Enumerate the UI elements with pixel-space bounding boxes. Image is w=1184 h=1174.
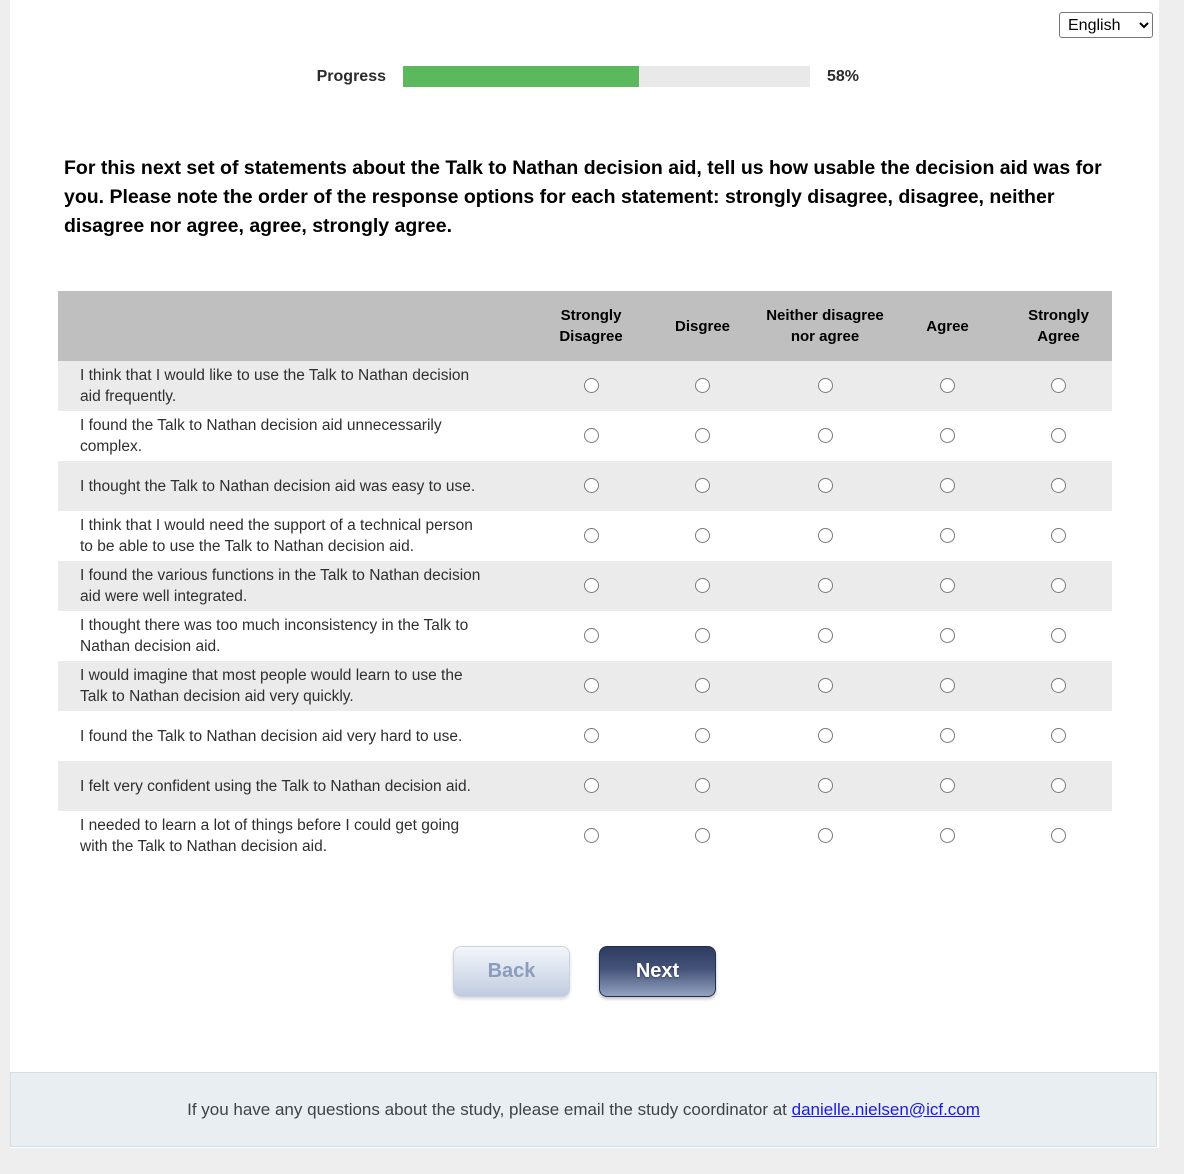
- option-cell-strongly-agree: [1005, 611, 1112, 661]
- option-cell-strongly-agree: [1005, 711, 1112, 761]
- option-cell-neither: [760, 711, 890, 761]
- statement-text: I found the Talk to Nathan decision aid very hard to use.: [80, 727, 463, 745]
- radio-agree[interactable]: [940, 778, 955, 793]
- radio-neither-disagree-nor-agree[interactable]: [818, 728, 833, 743]
- radio-agree[interactable]: [940, 528, 955, 543]
- option-cell-agree: [890, 411, 1005, 461]
- statement-text: I would imagine that most people would learn to use the Talk to Nathan decision aid very quickly.: [80, 667, 463, 705]
- back-button[interactable]: Back: [453, 946, 570, 997]
- option-cell-strongly-disagree: [537, 511, 645, 561]
- option-cell-disgree: [645, 461, 760, 511]
- radio-neither-disagree-nor-agree[interactable]: [818, 528, 833, 543]
- option-cell-agree: [890, 711, 1005, 761]
- progress-bar-row: [10, 66, 1159, 88]
- option-cell-disgree: [645, 761, 760, 811]
- radio-neither-disagree-nor-agree[interactable]: [818, 478, 833, 493]
- radio-disgree[interactable]: [695, 678, 710, 693]
- option-cell-neither: [760, 411, 890, 461]
- option-header-agree: Agree: [890, 291, 1005, 361]
- radio-agree[interactable]: [940, 378, 955, 393]
- radio-strongly-disagree[interactable]: [584, 828, 599, 843]
- radio-agree[interactable]: [940, 678, 955, 693]
- option-cell-strongly-disagree: [537, 761, 645, 811]
- option-cell-strongly-disagree: [537, 711, 645, 761]
- option-header-neither: Neither disagree nor agree: [760, 291, 890, 361]
- statement-cell: [58, 361, 537, 411]
- radio-neither-disagree-nor-agree[interactable]: [818, 378, 833, 393]
- option-cell-strongly-disagree: [537, 661, 645, 711]
- radio-agree[interactable]: [940, 428, 955, 443]
- statement-text: I think that I would need the support of a technical person to be able to use the Talk to Nathan decision aid.: [80, 517, 473, 555]
- option-cell-strongly-agree: [1005, 411, 1112, 461]
- radio-disgree[interactable]: [695, 728, 710, 743]
- radio-neither-disagree-nor-agree[interactable]: [818, 828, 833, 843]
- radio-agree[interactable]: [940, 728, 955, 743]
- email-link[interactable]: danielle.nielsen@icf.com: [791, 1099, 980, 1119]
- progress-fill: [403, 66, 639, 87]
- survey-page: [10, 0, 1159, 1148]
- statement-text: I felt very confident using the Talk to Nathan decision aid.: [80, 777, 471, 795]
- radio-strongly-agree[interactable]: [1051, 478, 1066, 493]
- option-cell-strongly-disagree: [537, 361, 645, 411]
- radio-strongly-agree[interactable]: [1051, 528, 1066, 543]
- statement-cell: [58, 461, 537, 511]
- radio-strongly-agree[interactable]: [1051, 428, 1066, 443]
- radio-strongly-disagree[interactable]: [584, 528, 599, 543]
- option-cell-agree: [890, 611, 1005, 661]
- table-row: [58, 761, 1112, 811]
- statement-cell: [58, 661, 537, 711]
- next-button[interactable]: Next: [599, 946, 716, 997]
- statement-cell: [58, 561, 537, 611]
- statement-cell: [58, 511, 537, 561]
- radio-neither-disagree-nor-agree[interactable]: [818, 678, 833, 693]
- radio-strongly-agree[interactable]: [1051, 728, 1066, 743]
- option-cell-strongly-agree: [1005, 811, 1112, 861]
- radio-disgree[interactable]: [695, 778, 710, 793]
- option-cell-agree: [890, 761, 1005, 811]
- option-cell-neither: [760, 661, 890, 711]
- option-cell-strongly-agree: [1005, 761, 1112, 811]
- option-cell-agree: [890, 811, 1005, 861]
- option-cell-strongly-agree: [1005, 561, 1112, 611]
- radio-strongly-disagree[interactable]: [584, 378, 599, 393]
- option-cell-neither: [760, 611, 890, 661]
- option-header-strongly-agree: Strongly Agree: [1005, 291, 1112, 361]
- usability-matrix-table: [58, 291, 1112, 861]
- radio-strongly-agree[interactable]: [1051, 678, 1066, 693]
- radio-agree[interactable]: [940, 478, 955, 493]
- statement-text: I needed to learn a lot of things before I could get going with the Talk to Nathan decision aid.: [80, 817, 460, 855]
- radio-strongly-agree[interactable]: [1051, 778, 1066, 793]
- radio-disgree[interactable]: [695, 528, 710, 543]
- matrix-header: [58, 291, 1112, 361]
- matrix-body: [58, 361, 1112, 861]
- radio-strongly-disagree[interactable]: [584, 428, 599, 443]
- option-cell-neither: [760, 561, 890, 611]
- radio-disgree[interactable]: [695, 828, 710, 843]
- option-cell-disgree: [645, 361, 760, 411]
- radio-neither-disagree-nor-agree[interactable]: [818, 428, 833, 443]
- option-cell-strongly-disagree: [537, 811, 645, 861]
- statement-cell: [58, 611, 537, 661]
- radio-strongly-disagree[interactable]: [584, 678, 599, 693]
- radio-disgree[interactable]: [695, 478, 710, 493]
- footer-message: If you have any questions about the study, please email the study coordinator at: [187, 1099, 787, 1119]
- option-cell-neither: [760, 761, 890, 811]
- radio-disgree[interactable]: [695, 628, 710, 643]
- option-cell-neither: [760, 461, 890, 511]
- table-row: [58, 511, 1112, 561]
- option-cell-strongly-agree: [1005, 661, 1112, 711]
- option-cell-agree: [890, 661, 1005, 711]
- option-cell-strongly-agree: [1005, 511, 1112, 561]
- progress-percent: 58%: [827, 68, 860, 85]
- progress-track: [403, 66, 810, 87]
- statement-text: I found the Talk to Nathan decision aid unnecessarily complex.: [80, 417, 442, 455]
- statement-text: I thought the Talk to Nathan decision aid was easy to use.: [80, 477, 476, 495]
- option-cell-neither: [760, 511, 890, 561]
- option-cell-strongly-disagree: [537, 611, 645, 661]
- table-row: [58, 661, 1112, 711]
- table-row: [58, 361, 1112, 411]
- question-text: For this next set of statements about the Talk to Nathan decision aid, tell us how usable the decision aid was for you. Please note the order of the response options for each statement: strongly disagree, disagree, neither disagree nor agree, agree, strongly agree.: [64, 157, 1102, 237]
- statement-text: I think that I would like to use the Talk to Nathan decision aid frequently.: [80, 367, 470, 405]
- radio-strongly-agree[interactable]: [1051, 378, 1066, 393]
- table-row: [58, 411, 1112, 461]
- option-cell-strongly-agree: [1005, 461, 1112, 511]
- radio-strongly-agree[interactable]: [1051, 578, 1066, 593]
- option-cell-disgree: [645, 511, 760, 561]
- table-row: [58, 561, 1112, 611]
- radio-neither-disagree-nor-agree[interactable]: [818, 578, 833, 593]
- statement-column-header: [58, 291, 537, 361]
- option-cell-agree: [890, 511, 1005, 561]
- option-cell-disgree: [645, 411, 760, 461]
- statement-text: I found the various functions in the Talk to Nathan decision aid were well integrated.: [80, 567, 481, 605]
- table-row: [58, 811, 1112, 861]
- option-cell-agree: [890, 361, 1005, 411]
- option-cell-disgree: [645, 611, 760, 661]
- option-cell-strongly-agree: [1005, 361, 1112, 411]
- radio-disgree[interactable]: [695, 428, 710, 443]
- radio-agree[interactable]: [940, 628, 955, 643]
- option-cell-strongly-disagree: [537, 461, 645, 511]
- radio-strongly-disagree[interactable]: [584, 578, 599, 593]
- option-cell-disgree: [645, 661, 760, 711]
- table-row: [58, 711, 1112, 761]
- radio-neither-disagree-nor-agree[interactable]: [818, 778, 833, 793]
- option-cell-agree: [890, 461, 1005, 511]
- option-cell-neither: [760, 811, 890, 861]
- option-cell-strongly-disagree: [537, 411, 645, 461]
- progress-label: Progress: [316, 68, 386, 85]
- radio-strongly-agree[interactable]: [1051, 828, 1066, 843]
- radio-strongly-disagree[interactable]: [584, 728, 599, 743]
- statement-cell: [58, 761, 537, 811]
- radio-agree[interactable]: [940, 578, 955, 593]
- statement-text: I thought there was too much inconsistency in the Talk to Nathan decision aid.: [80, 617, 469, 655]
- radio-neither-disagree-nor-agree[interactable]: [818, 628, 833, 643]
- radio-strongly-disagree[interactable]: [584, 628, 599, 643]
- option-header-strongly-disagree: Strongly Disagree: [537, 291, 645, 361]
- option-cell-disgree: [645, 561, 760, 611]
- radio-strongly-disagree[interactable]: [584, 478, 599, 493]
- option-cell-neither: [760, 361, 890, 411]
- footer-bar: [10, 1072, 1157, 1147]
- table-row: [58, 461, 1112, 511]
- language-select[interactable]: [1059, 12, 1153, 38]
- footer-text: [187, 1100, 980, 1120]
- option-cell-strongly-disagree: [537, 561, 645, 611]
- radio-agree[interactable]: [940, 828, 955, 843]
- statement-cell: [58, 711, 537, 761]
- statement-cell: [58, 811, 537, 861]
- statement-cell: [58, 411, 537, 461]
- language-selector-wrap: [1059, 12, 1153, 38]
- option-cell-agree: [890, 561, 1005, 611]
- radio-disgree[interactable]: [695, 578, 710, 593]
- radio-strongly-agree[interactable]: [1051, 628, 1066, 643]
- table-row: [58, 611, 1112, 661]
- option-cell-disgree: [645, 711, 760, 761]
- option-header-disgree: Disgree: [645, 291, 760, 361]
- radio-strongly-disagree[interactable]: [584, 778, 599, 793]
- radio-disgree[interactable]: [695, 378, 710, 393]
- option-cell-disgree: [645, 811, 760, 861]
- navigation-buttons: [10, 946, 1159, 997]
